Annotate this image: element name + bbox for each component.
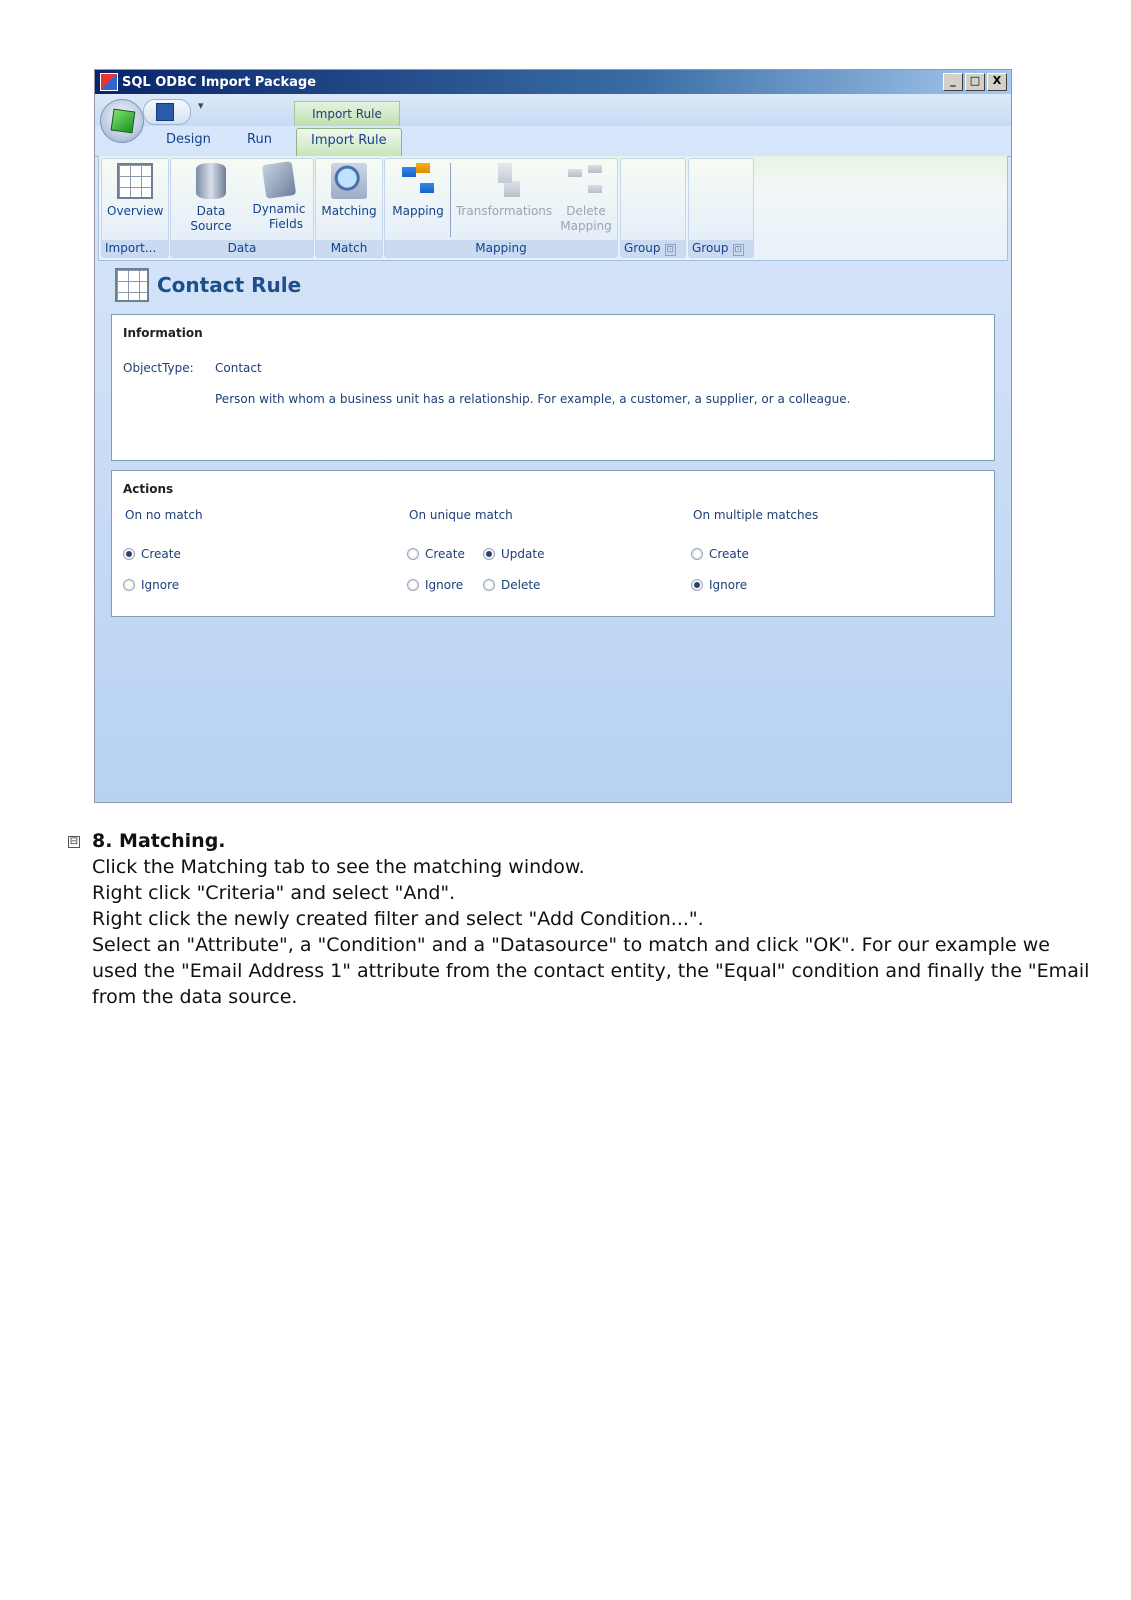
- information-title: Information: [123, 326, 203, 340]
- minimize-button[interactable]: _: [943, 73, 963, 91]
- title-bar[interactable]: [95, 70, 1011, 94]
- group-label-import: Import...: [102, 240, 168, 257]
- unique-match-update-radio[interactable]: Update: [483, 547, 544, 561]
- group-empty-2: [688, 158, 754, 258]
- separator: [450, 163, 451, 237]
- group-label-mapping: Mapping: [385, 240, 617, 257]
- group-match: [315, 158, 383, 258]
- radio-selected-icon: [691, 579, 703, 591]
- step-line: from the data source.: [92, 986, 298, 1008]
- rule-header: [115, 268, 301, 302]
- no-match-ignore-radio[interactable]: Ignore: [123, 578, 179, 592]
- step-line: used the "Email Address 1" attribute from the contact entity, the "Equal" condition and finally the "Email: [92, 960, 1090, 982]
- grid-icon: [115, 268, 149, 302]
- quick-access-toolbar: [95, 94, 1011, 126]
- unique-match-label: On unique match: [409, 508, 513, 522]
- document-step: [92, 828, 1089, 1010]
- contextual-tab-header: Import Rule: [294, 101, 400, 126]
- tab-design[interactable]: Design: [166, 132, 211, 147]
- step-line: Right click the newly created filter and select "Add Condition...".: [92, 908, 704, 930]
- dynamic-fields-button[interactable]: Dynamic Fields: [251, 163, 307, 232]
- save-button[interactable]: [143, 99, 191, 125]
- radio-unselected-icon: [123, 579, 135, 591]
- step-line: Select an "Attribute", a "Condition" and a "Datasource" to match and click "OK". For our example we: [92, 934, 1050, 956]
- multiple-matches-label: On multiple matches: [693, 508, 819, 522]
- no-match-label: On no match: [125, 508, 203, 522]
- radio-unselected-icon: [407, 579, 419, 591]
- tab-run[interactable]: Run: [247, 132, 272, 147]
- unique-match-create-radio[interactable]: Create: [407, 547, 465, 561]
- group-empty-1: [620, 158, 686, 258]
- object-type-value: Contact: [215, 361, 262, 375]
- mapping-icon: [400, 163, 436, 199]
- delete-mapping-icon: [568, 163, 604, 199]
- multiple-matches-create-radio[interactable]: Create: [691, 547, 749, 561]
- app-icon: [100, 73, 118, 91]
- maximize-button[interactable]: □: [965, 73, 985, 91]
- radio-selected-icon: [123, 548, 135, 560]
- step-line: Click the Matching tab to see the matching window.: [92, 856, 585, 878]
- magnifier-icon: [331, 163, 367, 199]
- database-icon: [196, 163, 226, 199]
- dynamic-fields-icon: [262, 161, 296, 199]
- save-icon: [156, 103, 174, 121]
- window-title: SQL ODBC Import Package: [122, 74, 317, 90]
- delete-mapping-button[interactable]: Delete Mapping: [557, 163, 615, 234]
- group-mapping: [384, 158, 618, 258]
- cube-icon: [111, 109, 136, 134]
- radio-unselected-icon: [691, 548, 703, 560]
- ribbon-tabs: [95, 126, 1011, 157]
- overview-button[interactable]: Overview: [107, 163, 163, 219]
- step-line: Right click "Criteria" and select "And".: [92, 882, 456, 904]
- object-description: Person with whom a business unit has a relationship. For example, a customer, a supplier, or a colleague.: [215, 392, 851, 406]
- group-data: [170, 158, 314, 258]
- grid-icon: [117, 163, 153, 199]
- group-label-group-2: Group ⊡: [689, 240, 753, 257]
- application-menu-button[interactable]: [100, 99, 144, 143]
- tab-import-rule[interactable]: Import Rule: [296, 128, 402, 156]
- unique-match-delete-radio[interactable]: Delete: [483, 578, 540, 592]
- actions-title: Actions: [123, 482, 174, 496]
- data-source-button[interactable]: Data Source: [175, 163, 247, 234]
- object-type-label: ObjectType:: [123, 361, 194, 375]
- rule-content: [95, 260, 1011, 802]
- matching-button[interactable]: Matching: [319, 163, 379, 219]
- group-label-match: Match: [316, 240, 382, 257]
- actions-panel: [111, 470, 995, 617]
- group-label-data: Data: [171, 240, 313, 257]
- multiple-matches-ignore-radio[interactable]: Ignore: [691, 578, 747, 592]
- close-button[interactable]: X: [987, 73, 1007, 91]
- dialog-launcher-icon[interactable]: ⊡: [734, 245, 743, 255]
- information-panel: [111, 314, 995, 461]
- dialog-launcher-icon[interactable]: ⊡: [666, 245, 675, 255]
- radio-selected-icon: [483, 548, 495, 560]
- customize-toolbar-dropdown[interactable]: ▾: [198, 99, 204, 112]
- group-label-group-1: Group ⊡: [621, 240, 685, 257]
- unique-match-ignore-radio[interactable]: Ignore: [407, 578, 463, 592]
- radio-unselected-icon: [407, 548, 419, 560]
- group-import: [101, 158, 169, 258]
- radio-unselected-icon: [483, 579, 495, 591]
- step-heading: 8. Matching.: [92, 830, 226, 852]
- transformations-button[interactable]: Transformations: [453, 163, 555, 219]
- no-match-create-radio[interactable]: Create: [123, 547, 181, 561]
- collapse-icon[interactable]: ⊟: [69, 836, 79, 847]
- rule-title: Contact Rule: [157, 273, 302, 297]
- application-window: [94, 69, 1012, 803]
- ribbon: [98, 156, 1008, 261]
- transformations-icon: [486, 163, 522, 199]
- mapping-button[interactable]: Mapping: [388, 163, 448, 219]
